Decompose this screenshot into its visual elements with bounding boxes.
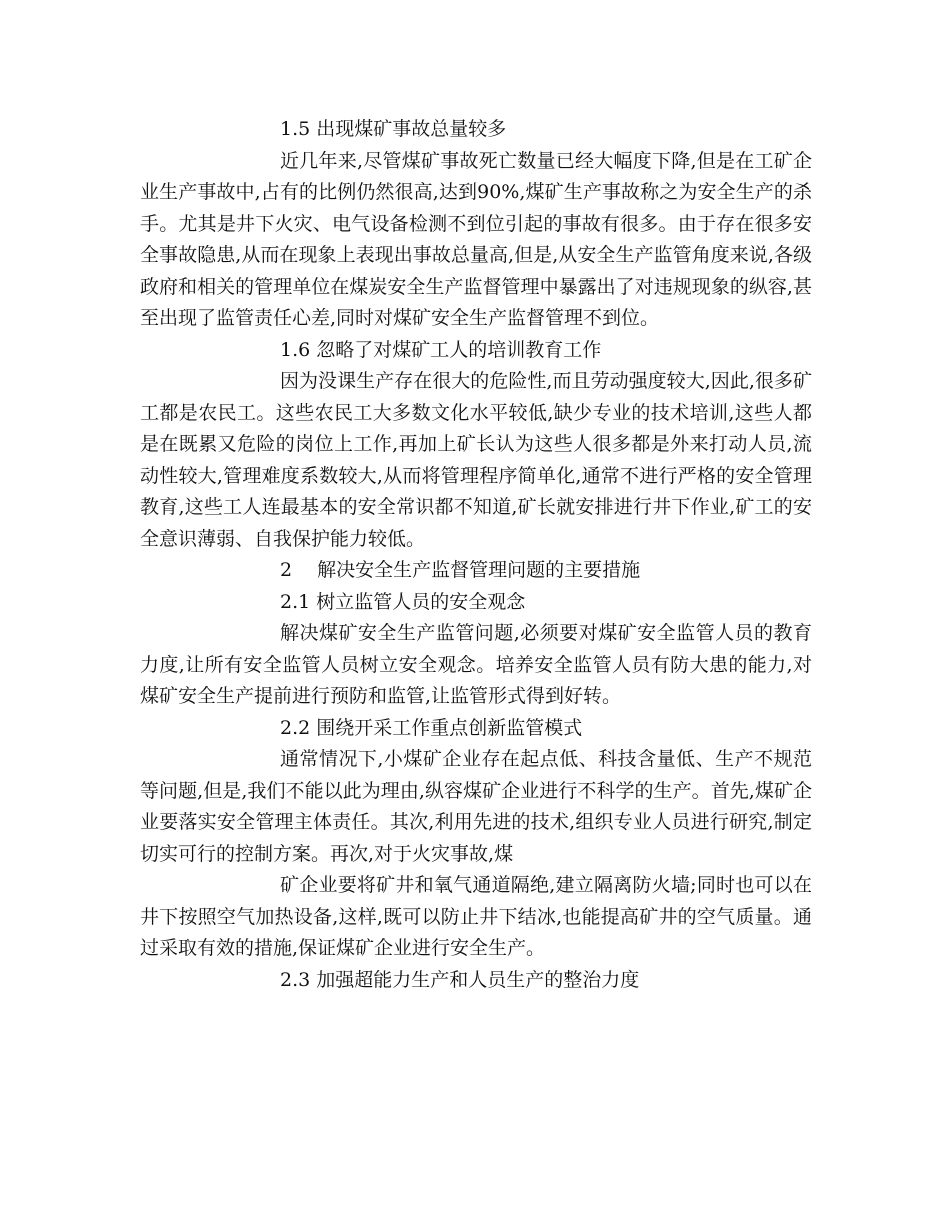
- paragraph-1-5-body: 近几年来,尽管煤矿事故死亡数量已经大幅度下降,但是在工矿企业生产事故中,占有的比例仍然很高,达到90%,煤矿生产事故称之为安全生产的杀手。尤其是井下火灾、电气设备检测不到位引起的事故有很多。由于存在很多安全事故隐患,从而在现象上表现出事故总量高,但是,从安全生产监管角度来说,各级政府和相关的管理单位在煤炭安全生产监督管理中暴露出了对违规现象的纵容,甚至出现了监管责任心差,同时对煤矿安全生产监督管理不到位。: [140, 149, 812, 329]
- section-heading-1-5: 1.5 出现煤矿事故总量较多: [280, 118, 507, 140]
- section-heading-2-1: 2.1 树立监管人员的安全观念: [280, 590, 526, 613]
- section-heading-1-6: 1.6 忽略了对煤矿工人的培训教育工作: [280, 338, 602, 361]
- paragraph-1-6-body: 因为没课生产存在很大的危险性,而且劳动强度较大,因此,很多矿工都是农民工。这些农民工大多数文化水平较低,缺少专业的技术培训,这些人都是在既累又危险的岗位上工作,再加上矿长认为这些人很多都是外来打动人员,流动性较大,管理难度系数较大,从而将管理程序简单化,通常不进行严格的安全管理教育,这些工人连最基本的安全常识都不知道,矿长就安排进行井下作业,矿工的安全意识薄弱、自我保护能力较低。: [140, 370, 812, 550]
- section-heading-2-2: 2.2 围绕开采工作重点创新监管模式: [280, 716, 583, 739]
- document-body: [140, 114, 812, 996]
- paragraph-2-1-body: 解决煤矿安全生产监管问题,必须要对煤矿安全监管人员的教育力度,让所有安全监管人员树立安全观念。培养安全监管人员有防大患的能力,对煤矿安全生产提前进行预防和监管,让监管形式得到好转。: [140, 622, 812, 707]
- section-heading-2-3: 2.3 加强超能力生产和人员生产的整治力度: [280, 968, 640, 991]
- section-heading-2: 2 解决安全生产监督管理问题的主要措施: [280, 559, 641, 581]
- paragraph-2-2-continuation: 矿企业要将矿井和氧气通道隔绝,建立隔离防火墙;同时也可以在井下按照空气加热设备,这样,既可以防止井下结冰,也能提高矿井的空气质量。通过采取有效的措施,保证煤矿企业进行安全生产。: [140, 874, 812, 959]
- paragraph-2-2-body: 通常情况下,小煤矿企业存在起点低、科技含量低、生产不规范等问题,但是,我们不能以此为理由,纵容煤矿企业进行不科学的生产。首先,煤矿企业要落实安全管理主体责任。其次,利用先进的技术,组织专业人员进行研究,制定切实可行的控制方案。再次,对于火灾事故,煤: [140, 748, 812, 865]
